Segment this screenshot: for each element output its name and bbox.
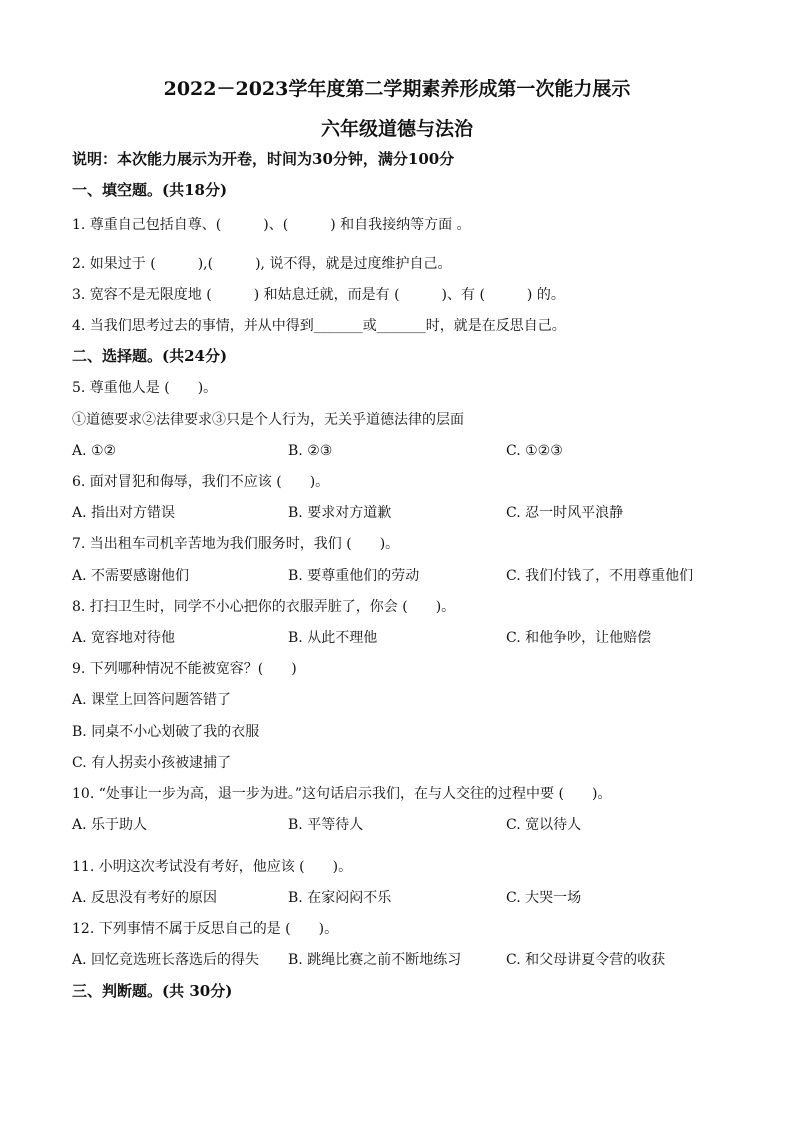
- question-2: 2. 如果过于 ( ),( ), 说不得，就是过度维护自己。: [72, 256, 452, 272]
- question-8-option-a: A. 宽容地对待他: [72, 630, 176, 646]
- question-4: 4. 当我们思考过去的事情，并从中得到_______或_______时，就是在反思自己。: [72, 318, 566, 334]
- question-5-statements: ①道德要求②法律要求③只是个人行为，无关乎道德法律的层面: [72, 412, 464, 428]
- question-10-option-b: B. 平等待人: [288, 817, 364, 833]
- question-8-option-c: C. 和他争吵，让他赔偿: [506, 630, 652, 646]
- question-1: 1. 尊重自己包括自尊、( )、( ) 和自我接纳等方面 。: [72, 217, 471, 233]
- question-6-option-c: C. 忍一时风平浪静: [506, 505, 624, 521]
- question-11-option-a: A. 反思没有考好的原因: [72, 890, 218, 906]
- question-9-stem: 9. 下列哪种情况不能被宽容？( ): [72, 661, 297, 677]
- question-7-option-a: A. 不需要感谢他们: [72, 568, 190, 584]
- question-10-option-a: A. 乐于助人: [72, 817, 148, 833]
- exam-note: 说明：本次能力展示为开卷，时间为30分钟，满分100分: [72, 150, 455, 168]
- question-8-stem: 8. 打扫卫生时，同学不小心把你的衣服弄脏了，你会 ( )。: [72, 599, 456, 615]
- question-7-option-c: C. 我们付钱了，不用尊重他们: [506, 568, 694, 584]
- section-judge-heading: 三、判断题。(共 30分): [72, 982, 233, 1000]
- question-12-stem: 12. 下列事情不属于反思自己的是 ( )。: [72, 921, 339, 937]
- question-9-option-b: B. 同桌不小心划破了我的衣服: [72, 724, 260, 740]
- question-11-stem: 11. 小明这次考试没有考好，他应该 ( )。: [72, 859, 353, 875]
- question-7-option-b: B. 要尊重他们的劳动: [288, 568, 420, 584]
- question-6-option-a: A. 指出对方错误: [72, 505, 176, 521]
- question-9-option-a: A. 课堂上回答问题答错了: [72, 692, 232, 708]
- question-5-option-b: B. ②③: [288, 443, 333, 459]
- section-fill-heading: 一、填空题。(共18分): [72, 181, 228, 199]
- question-12-option-a: A. 回忆竞选班长落选后的得失: [72, 952, 260, 968]
- question-8-option-b: B. 从此不理他: [288, 630, 378, 646]
- question-3: 3. 宽容不是无限度地 ( ) 和姑息迁就，而是有 ( )、有 ( ) 的。: [72, 287, 565, 303]
- section-choice-heading: 二、选择题。(共24分): [72, 347, 228, 365]
- question-6-stem: 6. 面对冒犯和侮辱，我们不应该 ( )。: [72, 474, 330, 490]
- question-7-stem: 7. 当出租车司机辛苦地为我们服务时，我们 ( )。: [72, 536, 400, 552]
- question-10-option-c: C. 宽以待人: [506, 817, 582, 833]
- question-11-option-b: B. 在家闷闷不乐: [288, 890, 392, 906]
- page-title: 2022－2023学年度第二学期素养形成第一次能力展示: [163, 78, 631, 100]
- page-subtitle: 六年级道德与法治: [320, 118, 473, 140]
- question-5-stem: 5. 尊重他人是 ( )。: [72, 380, 218, 396]
- question-12-option-b: B. 跳绳比赛之前不断地练习: [288, 952, 462, 968]
- question-12-option-c: C. 和父母讲夏令营的收获: [506, 952, 666, 968]
- question-5-option-c: C. ①②③: [506, 443, 563, 459]
- question-11-option-c: C. 大哭一场: [506, 890, 582, 906]
- question-10-stem: 10. “处事让一步为高，退一步为进。”这句话启示我们，在与人交往的过程中要 ( )。: [72, 786, 612, 802]
- question-9-option-c: C. 有人拐卖小孩被逮捕了: [72, 755, 232, 771]
- question-6-option-b: B. 要求对方道歉: [288, 505, 392, 521]
- question-5-option-a: A. ①②: [72, 443, 117, 459]
